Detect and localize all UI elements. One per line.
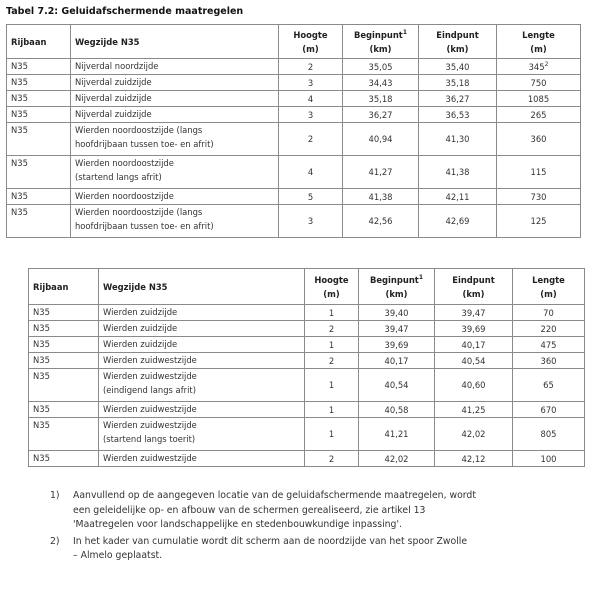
header-rijbaan	[7, 25, 71, 59]
header-beginpunt-unit: (km)	[385, 288, 408, 299]
cell-eind: 40,60	[435, 369, 513, 402]
cell-lengte	[513, 418, 585, 451]
cell-wegzijde	[71, 123, 279, 156]
header-lengte	[513, 269, 585, 305]
cell-wegzijde-line: hoofdrijbaan tussen toe- en afrit)	[75, 139, 214, 149]
table-row	[7, 205, 581, 238]
cell-eind: 41,25	[435, 402, 513, 418]
cell-wegzijde-line: Wierden noordoostzijde (langs	[75, 125, 203, 135]
cell-eind: 39,69	[435, 321, 513, 337]
cell-lengte	[513, 353, 585, 369]
cell-wegzijde	[99, 402, 305, 418]
cell-hoogte: 1	[305, 418, 359, 451]
cell-rijbaan: N35	[29, 321, 99, 337]
cell-rijbaan: N35	[29, 305, 99, 321]
cell-lengte-value: 70	[543, 307, 554, 318]
cell-lengte	[513, 321, 585, 337]
table-row	[29, 321, 585, 337]
cell-wegzijde	[71, 59, 279, 75]
cell-wegzijde-line: Wierden noordoostzijde	[75, 158, 174, 168]
cell-hoogte: 3	[279, 75, 343, 91]
cell-lengte	[497, 59, 581, 75]
cell-rijbaan: N35	[7, 107, 71, 123]
header-lengte	[497, 25, 581, 59]
table-row	[29, 353, 585, 369]
cell-hoogte: 1	[305, 369, 359, 402]
table-row	[7, 75, 581, 91]
header-hoogte-unit: (m)	[323, 288, 340, 299]
cell-lengte-value: 265	[530, 109, 547, 120]
cell-rijbaan: N35	[7, 156, 71, 189]
cell-eind: 41,30	[419, 123, 497, 156]
cell-wegzijde-line: Wierden zuidzijde	[103, 307, 178, 317]
table-row	[7, 189, 581, 205]
table-header-row	[7, 25, 581, 59]
footnote-ref: 1	[402, 28, 407, 36]
cell-hoogte: 2	[305, 353, 359, 369]
table-row	[7, 59, 581, 75]
cell-eind: 42,02	[435, 418, 513, 451]
cell-begin: 40,17	[359, 353, 435, 369]
header-wegzijde-label: Wegzijde N35	[75, 36, 140, 47]
cell-wegzijde	[71, 156, 279, 189]
table-row	[29, 305, 585, 321]
cell-lengte-value: 360	[540, 355, 557, 366]
cell-begin: 39,47	[359, 321, 435, 337]
cell-rijbaan: N35	[7, 91, 71, 107]
table-header-row	[29, 269, 585, 305]
header-eindpunt	[435, 269, 513, 305]
cell-wegzijde	[99, 321, 305, 337]
table-row	[7, 156, 581, 189]
cell-begin: 36,27	[343, 107, 419, 123]
footnotes	[50, 489, 570, 566]
header-beginpunt-label: Beginpunt	[353, 29, 403, 40]
cell-wegzijde-line: Nijverdal noordzijde	[75, 61, 159, 71]
footnote-line: Aanvullend op de aangegeven locatie van de geluidafschermende maatregelen, wordt	[73, 490, 476, 501]
cell-hoogte: 3	[279, 205, 343, 238]
cell-hoogte: 3	[279, 107, 343, 123]
cell-begin: 41,21	[359, 418, 435, 451]
noise-barrier-table-1	[6, 24, 581, 238]
cell-eind: 35,40	[419, 59, 497, 75]
cell-wegzijde-line: Wierden zuidwestzijde	[103, 355, 197, 365]
cell-wegzijde-line: (startend langs afrit)	[75, 172, 162, 182]
cell-eind: 35,18	[419, 75, 497, 91]
cell-wegzijde	[99, 337, 305, 353]
footnote-line: – Almelo geplaatst.	[73, 550, 163, 561]
cell-wegzijde	[71, 75, 279, 91]
table-row	[29, 369, 585, 402]
header-rijbaan	[29, 269, 99, 305]
cell-begin: 39,69	[359, 337, 435, 353]
cell-wegzijde-line: Wierden zuidwestzijde	[103, 371, 197, 381]
cell-hoogte: 1	[305, 337, 359, 353]
cell-lengte	[497, 156, 581, 189]
cell-lengte	[497, 91, 581, 107]
footnote-number: 1)	[50, 490, 60, 501]
table-row	[29, 337, 585, 353]
cell-lengte-value: 220	[540, 323, 557, 334]
cell-lengte	[513, 451, 585, 467]
cell-hoogte: 2	[279, 59, 343, 75]
cell-rijbaan: N35	[7, 205, 71, 238]
header-hoogte-label: Hoogte	[314, 274, 349, 285]
footnote-line: een geleidelijke op- en afbouw van de schermen gerealiseerd, zie artikel 13	[73, 504, 426, 516]
cell-rijbaan: N35	[7, 189, 71, 205]
cell-eind: 36,27	[419, 91, 497, 107]
cell-rijbaan: N35	[7, 59, 71, 75]
cell-lengte-value: 750	[530, 77, 547, 88]
cell-lengte	[513, 337, 585, 353]
header-beginpunt	[343, 25, 419, 59]
cell-wegzijde	[71, 189, 279, 205]
cell-wegzijde-line: Nijverdal zuidzijde	[75, 77, 152, 87]
cell-wegzijde-line: Wierden zuidzijde	[103, 339, 178, 349]
header-lengte-unit: (m)	[530, 43, 547, 54]
cell-wegzijde-line: (startend langs toerit)	[103, 434, 196, 444]
header-beginpunt-unit: (km)	[369, 43, 392, 54]
cell-lengte-value: 475	[540, 339, 557, 350]
table-row	[29, 451, 585, 467]
cell-wegzijde-line: Wierden zuidwestzijde	[103, 453, 197, 463]
cell-rijbaan: N35	[29, 418, 99, 451]
cell-eind: 42,11	[419, 189, 497, 205]
cell-rijbaan: N35	[7, 123, 71, 156]
cell-wegzijde-line: Nijverdal zuidzijde	[75, 109, 152, 119]
cell-rijbaan: N35	[29, 337, 99, 353]
cell-begin: 42,02	[359, 451, 435, 467]
cell-wegzijde-line: Wierden noordoostzijde	[75, 191, 174, 201]
cell-lengte	[513, 402, 585, 418]
footnote-ref: 2	[544, 60, 549, 68]
header-eindpunt-unit: (km)	[462, 288, 485, 299]
footnote-number: 2)	[50, 535, 60, 547]
cell-lengte-value: 805	[540, 429, 557, 439]
cell-rijbaan: N35	[29, 451, 99, 467]
cell-wegzijde	[99, 418, 305, 451]
cell-wegzijde	[71, 205, 279, 238]
cell-hoogte: 5	[279, 189, 343, 205]
table-row	[29, 402, 585, 418]
cell-wegzijde	[71, 107, 279, 123]
cell-rijbaan: N35	[29, 369, 99, 402]
cell-begin: 40,94	[343, 123, 419, 156]
cell-eind: 40,54	[435, 353, 513, 369]
cell-begin: 34,43	[343, 75, 419, 91]
cell-wegzijde	[99, 369, 305, 402]
cell-lengte-value: 730	[530, 191, 547, 202]
header-wegzijde-label: Wegzijde N35	[103, 281, 168, 292]
cell-eind: 42,69	[419, 205, 497, 238]
cell-wegzijde	[99, 305, 305, 321]
cell-lengte	[497, 123, 581, 156]
cell-lengte-value: 125	[530, 216, 547, 226]
cell-lengte-value: 100	[540, 453, 557, 464]
table-row	[29, 418, 585, 451]
cell-wegzijde-line: hoofdrijbaan tussen toe- en afrit)	[75, 221, 214, 231]
table-row	[7, 107, 581, 123]
cell-begin: 41,27	[343, 156, 419, 189]
cell-lengte-value: 115	[530, 167, 547, 177]
cell-lengte	[497, 75, 581, 91]
header-beginpunt	[359, 269, 435, 305]
header-wegzijde	[71, 25, 279, 59]
header-eindpunt-label: Eindpunt	[452, 274, 495, 285]
noise-barrier-table-2	[28, 268, 585, 467]
cell-wegzijde-line: Nijverdal zuidzijde	[75, 93, 152, 103]
cell-rijbaan: N35	[29, 402, 99, 418]
cell-wegzijde	[71, 91, 279, 107]
cell-begin: 40,58	[359, 402, 435, 418]
cell-lengte	[497, 107, 581, 123]
cell-hoogte: 2	[305, 451, 359, 467]
table-row	[7, 91, 581, 107]
cell-begin: 41,38	[343, 189, 419, 205]
cell-lengte	[513, 369, 585, 402]
cell-begin: 40,54	[359, 369, 435, 402]
cell-hoogte: 4	[279, 91, 343, 107]
header-lengte-label: Lengte	[522, 29, 555, 40]
cell-begin: 35,18	[343, 91, 419, 107]
header-lengte-label: Lengte	[532, 274, 565, 285]
cell-eind: 39,47	[435, 305, 513, 321]
header-hoogte-label: Hoogte	[293, 29, 328, 40]
header-hoogte	[279, 25, 343, 59]
cell-lengte-value: 65	[543, 380, 554, 390]
cell-hoogte: 2	[279, 123, 343, 156]
cell-wegzijde	[99, 353, 305, 369]
cell-wegzijde	[99, 451, 305, 467]
cell-rijbaan: N35	[7, 75, 71, 91]
cell-lengte-value: 360	[530, 134, 547, 144]
header-eindpunt-label: Eindpunt	[436, 29, 479, 40]
header-rijbaan-label: Rijbaan	[33, 281, 69, 292]
header-beginpunt-label: Beginpunt	[369, 274, 419, 285]
cell-begin: 42,56	[343, 205, 419, 238]
cell-wegzijde-line: Wierden noordoostzijde (langs	[75, 207, 203, 217]
cell-lengte-value: 670	[540, 404, 557, 415]
cell-lengte-value: 1085	[527, 93, 550, 104]
header-hoogte	[305, 269, 359, 305]
cell-begin: 39,40	[359, 305, 435, 321]
cell-lengte-value: 345	[528, 61, 545, 72]
cell-hoogte: 2	[305, 321, 359, 337]
cell-eind: 40,17	[435, 337, 513, 353]
header-eindpunt	[419, 25, 497, 59]
footnote-line: In het kader van cumulatie wordt dit scherm aan de noordzijde van het spoor Zwolle	[73, 535, 468, 547]
cell-wegzijde-line: Wierden zuidzijde	[103, 323, 178, 333]
cell-eind: 41,38	[419, 156, 497, 189]
cell-wegzijde-line: Wierden zuidwestzijde	[103, 420, 197, 430]
header-rijbaan-label: Rijbaan	[11, 36, 47, 47]
footnote-ref: 1	[418, 273, 423, 281]
cell-wegzijde-line: (eindigend langs afrit)	[103, 385, 196, 395]
header-hoogte-unit: (m)	[302, 43, 319, 54]
cell-eind: 36,53	[419, 107, 497, 123]
header-wegzijde	[99, 269, 305, 305]
table-row	[7, 123, 581, 156]
footnote	[50, 489, 570, 533]
cell-eind: 42,12	[435, 451, 513, 467]
cell-lengte	[497, 189, 581, 205]
cell-hoogte: 4	[279, 156, 343, 189]
footnote-line: 'Maatregelen voor landschappelijke en stedenbouwkundige inpassing'.	[73, 519, 402, 530]
table-caption: Tabel 7.2: Geluidafschermende maatregelen	[6, 6, 244, 17]
footnote	[50, 535, 570, 564]
cell-lengte	[497, 205, 581, 238]
cell-wegzijde-line: Wierden zuidwestzijde	[103, 404, 197, 414]
cell-begin: 35,05	[343, 59, 419, 75]
header-lengte-unit: (m)	[540, 288, 557, 299]
cell-lengte	[513, 305, 585, 321]
cell-rijbaan: N35	[29, 353, 99, 369]
cell-hoogte: 1	[305, 305, 359, 321]
header-eindpunt-unit: (km)	[446, 43, 469, 54]
cell-hoogte: 1	[305, 402, 359, 418]
